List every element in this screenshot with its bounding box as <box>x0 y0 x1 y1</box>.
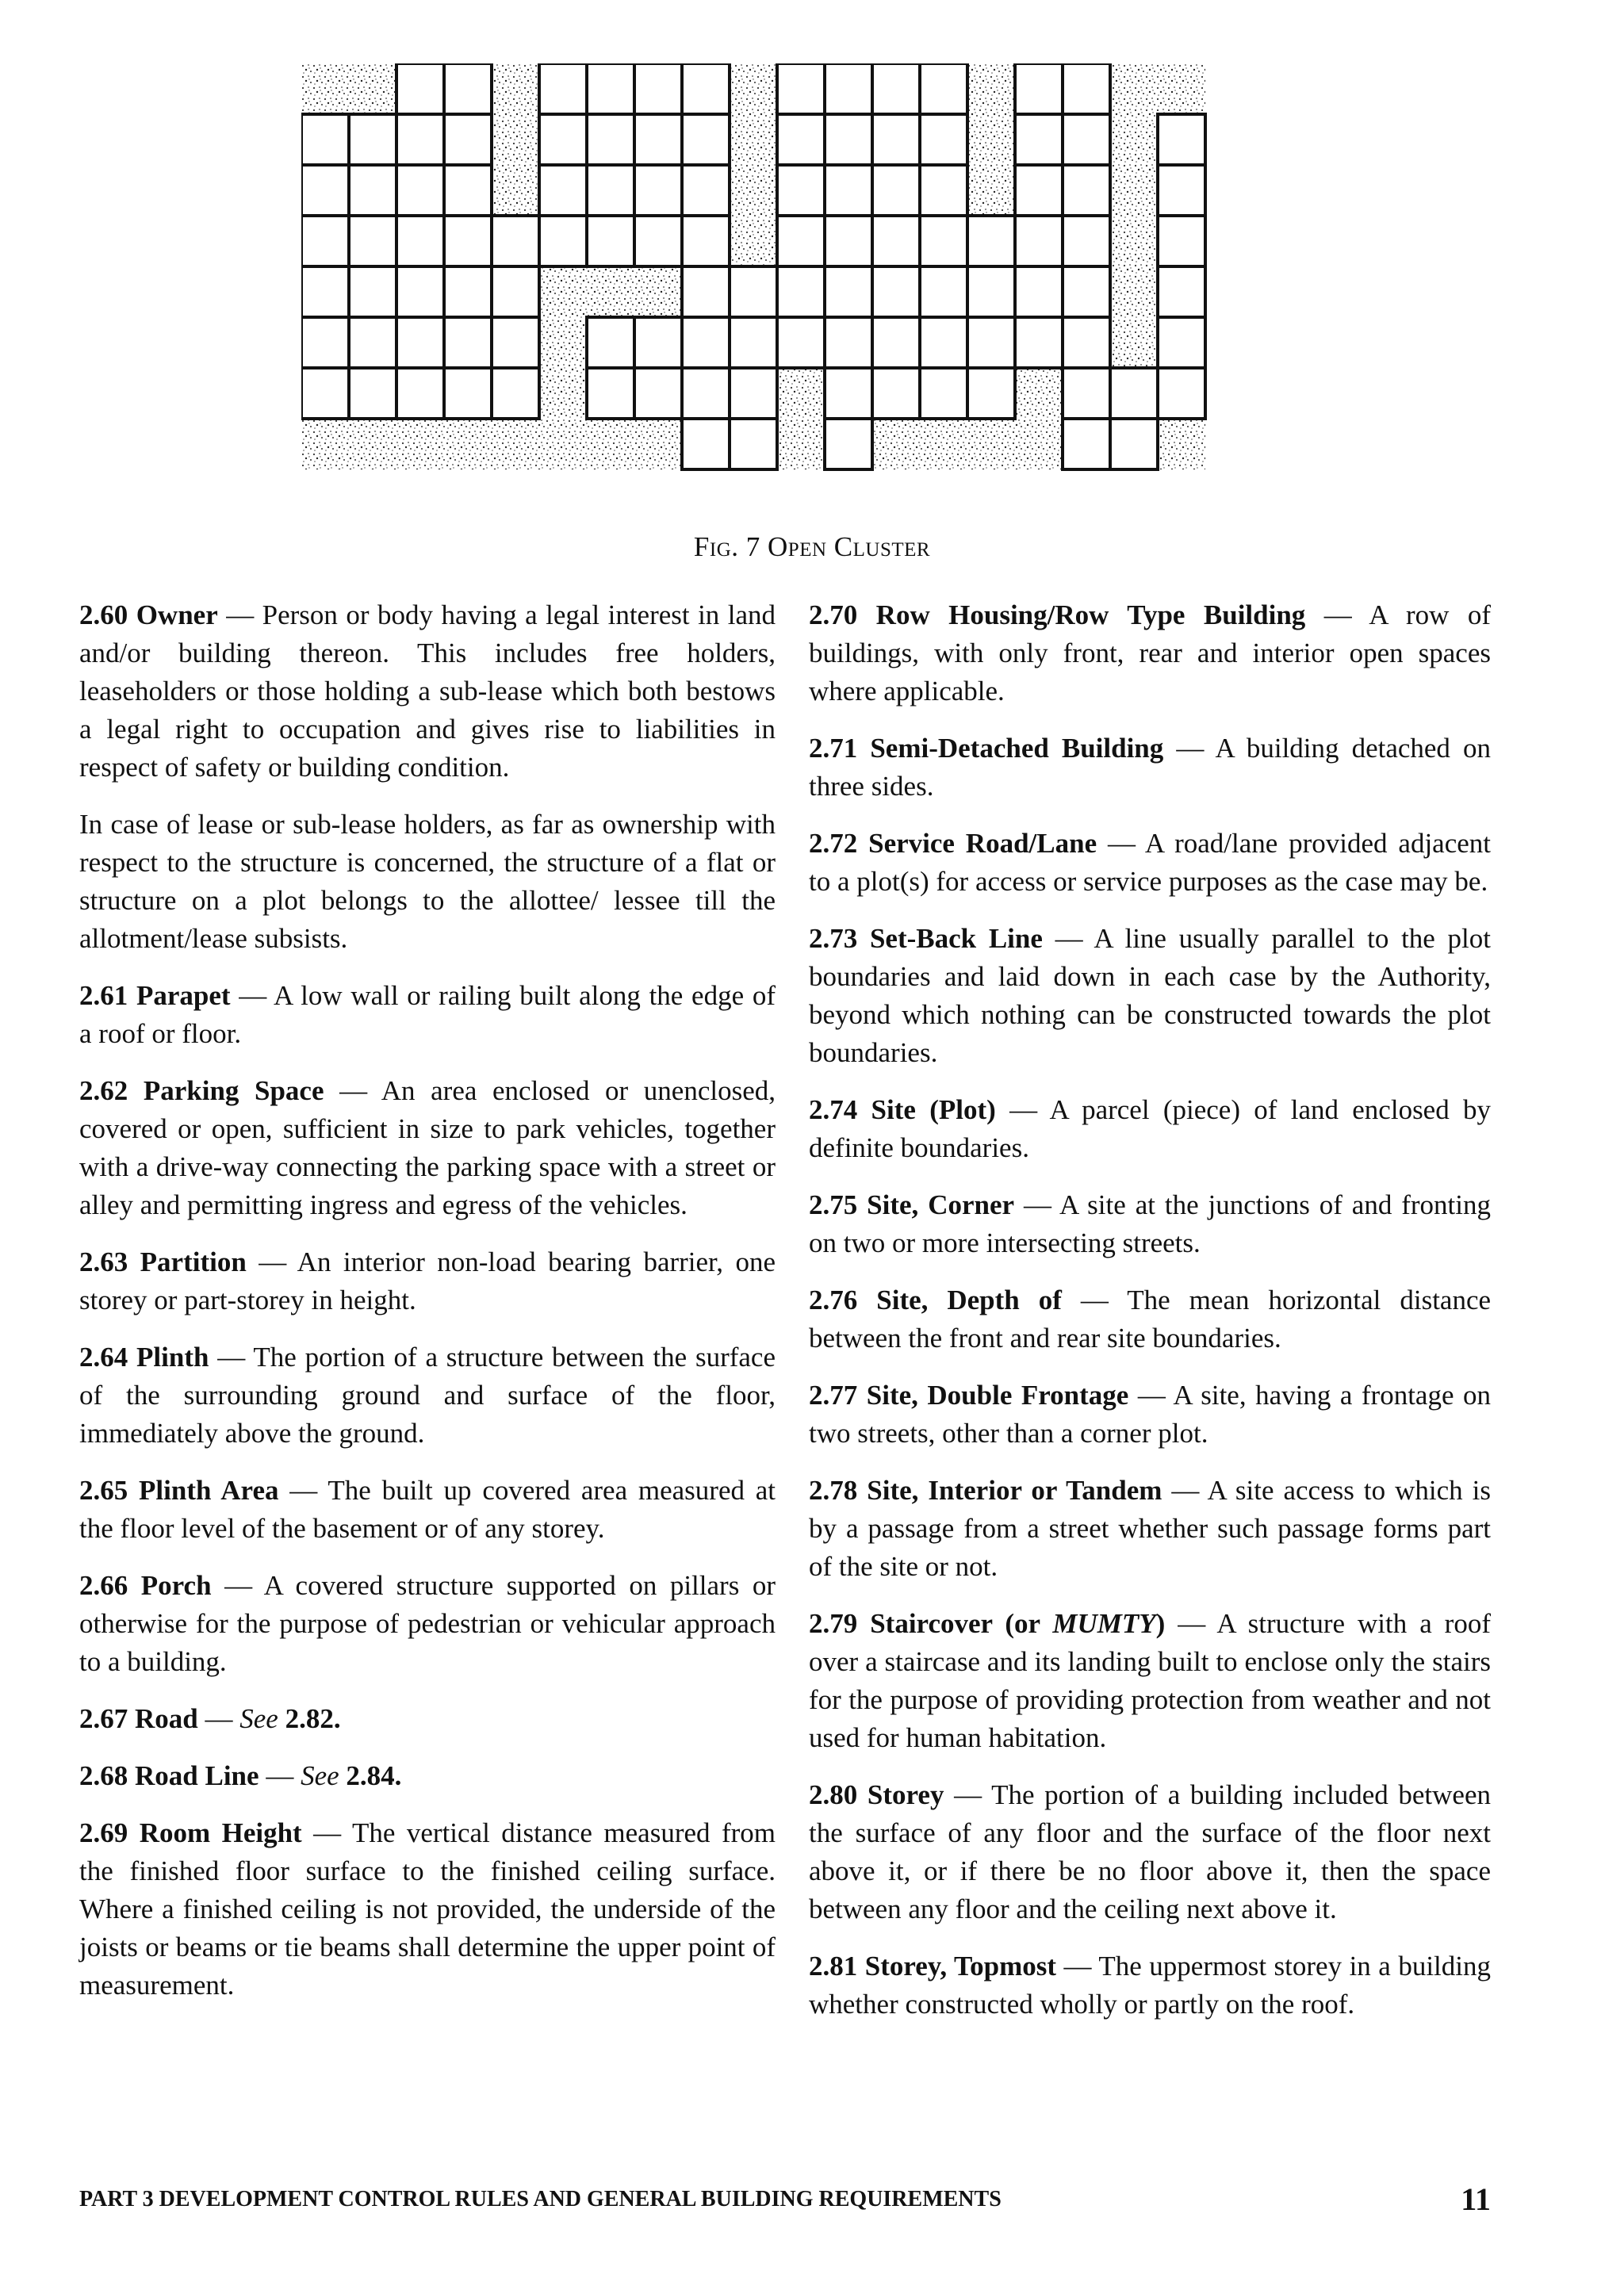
plot-cell <box>920 114 967 165</box>
plot-cell <box>872 266 920 317</box>
plot-cell <box>444 165 492 216</box>
definition-term: 2.70 Row Housing/Row Type Building <box>809 599 1306 630</box>
plot-cell <box>825 216 872 266</box>
plot-cell <box>634 165 682 216</box>
plot-cell <box>396 63 444 114</box>
plot-cell <box>777 266 825 317</box>
plot-cell <box>920 216 967 266</box>
plot-cell <box>587 368 634 419</box>
plot-cell <box>444 63 492 114</box>
plot-cell <box>967 216 1015 266</box>
plot-cell <box>1015 317 1063 368</box>
plot-cell <box>539 216 587 266</box>
plot-cell <box>777 63 825 114</box>
plot-cell <box>444 317 492 368</box>
plot-cell <box>301 165 349 216</box>
definition-term: 2.67 Road <box>79 1703 198 1734</box>
plot-cell <box>1063 419 1110 469</box>
definition-term: 2.74 Site (Plot) <box>809 1094 996 1125</box>
plot-cell <box>349 266 396 317</box>
plot-cell <box>920 63 967 114</box>
plot-cell <box>967 368 1015 419</box>
cluster-diagram <box>301 63 1253 507</box>
definition-entry: 2.68 Road Line — See 2.84. <box>79 1760 402 1791</box>
plot-cell <box>1158 368 1205 419</box>
plot-cell <box>634 63 682 114</box>
plot-cell <box>825 114 872 165</box>
page-number: 11 <box>1461 2181 1491 2217</box>
definition-entry: 2.60 Owner — Person or body having a legal interest in land and/or building thereon. This includes free holders, leaseholders or those holding a sub-lease which both bestows a legal right to occupation and gives rise to liabilities in respect of safety or building condition. <box>79 599 776 783</box>
plot-cell <box>682 266 730 317</box>
plot-cell <box>444 368 492 419</box>
definition-entry: 2.77 Site, Double Frontage — A site, having a frontage on two streets, other than a corner plot. <box>809 1380 1491 1449</box>
plot-cell <box>1063 63 1110 114</box>
plot-cell <box>682 63 730 114</box>
plot-cell <box>920 165 967 216</box>
definition-term: 2.73 Set-Back Line <box>809 923 1043 954</box>
definition-term: 2.69 Room Height <box>79 1817 302 1848</box>
plot-cell <box>444 266 492 317</box>
plot-cell <box>587 63 634 114</box>
plot-cell <box>301 317 349 368</box>
plot-cell <box>1110 419 1158 469</box>
definition-entry: 2.80 Storey — The portion of a building included between the surface of any floor and the surface of the floor next above it, or if there be no floor above it, then the space between any floor and the ceiling next above it. <box>809 1779 1491 1924</box>
plot-cell <box>730 317 777 368</box>
plot-cell <box>587 114 634 165</box>
plot-cell <box>396 216 444 266</box>
definition-entry: 2.81 Storey, Topmost — The uppermost storey in a building whether constructed wholly or partly on the roof. <box>809 1951 1492 2020</box>
plot-cell <box>825 165 872 216</box>
plot-cell <box>1063 165 1110 216</box>
plot-cell <box>1158 114 1205 165</box>
definition-term: 2.65 Plinth Area <box>79 1475 279 1506</box>
plot-cell <box>396 266 444 317</box>
plot-cell <box>967 317 1015 368</box>
plot-cell <box>587 317 634 368</box>
plot-cell <box>492 266 539 317</box>
plot-cell <box>777 165 825 216</box>
plot-cell <box>1158 216 1205 266</box>
plot-cell <box>492 317 539 368</box>
definition-term: 2.62 Parking Space <box>79 1075 324 1106</box>
plot-cell <box>1158 266 1205 317</box>
plot-cell <box>587 216 634 266</box>
plot-cell <box>301 368 349 419</box>
plot-cell <box>825 266 872 317</box>
plot-cell <box>587 165 634 216</box>
plot-cell <box>444 114 492 165</box>
open-cluster-figure <box>301 63 1253 507</box>
definition-entry: In case of lease or sub-lease holders, as far as ownership with respect to the structure is concerned, the structure of a flat or structure on a plot belongs to the allottee/ lessee till the allotment/lease subsists. <box>79 809 776 954</box>
definition-entry: 2.75 Site, Corner — A site at the junctions of and fronting on two or more intersecting streets. <box>809 1189 1492 1258</box>
plot-cell <box>539 114 587 165</box>
plot-cell <box>872 165 920 216</box>
plot-cell <box>349 114 396 165</box>
plot-cell <box>349 317 396 368</box>
definition-entry: 2.64 Plinth — The portion of a structure between the surface of the surrounding ground and surface of the floor, immediately above the ground. <box>79 1342 776 1449</box>
definition-term: 2.78 Site, Interior or Tandem <box>809 1475 1162 1506</box>
plot-cell <box>1015 63 1063 114</box>
definition-entry: 2.71 Semi-Detached Building — A building detached on three sides. <box>809 733 1491 802</box>
plot-cell <box>1015 266 1063 317</box>
plot-cell <box>396 317 444 368</box>
definition-term: 2.66 Porch <box>79 1570 212 1601</box>
definition-entry: 2.66 Porch — A covered structure supported on pillars or otherwise for the purpose of pedestrian or vehicular approach to a building. <box>79 1570 776 1677</box>
plot-cell <box>920 317 967 368</box>
definition-term: 2.63 Partition <box>79 1246 247 1277</box>
plot-cell <box>1015 114 1063 165</box>
definition-entry: 2.70 Row Housing/Row Type Building — A row of buildings, with only front, rear and interior open spaces where applicable. <box>809 599 1491 706</box>
plot-cell <box>872 216 920 266</box>
plot-cell <box>634 317 682 368</box>
definition-entry: 2.72 Service Road/Lane — A road/lane provided adjacent to a plot(s) for access or service purposes as the case may be. <box>809 828 1492 897</box>
footer-title: PART 3 DEVELOPMENT CONTROL RULES AND GENERAL BUILDING REQUIREMENTS <box>79 2187 1002 2211</box>
plot-cell <box>539 165 587 216</box>
plot-cell <box>1063 216 1110 266</box>
plot-cell <box>777 216 825 266</box>
plot-cell <box>825 63 872 114</box>
plot-cell <box>682 216 730 266</box>
plot-cell <box>1015 165 1063 216</box>
definition-term: 2.71 Semi-Detached Building <box>809 733 1164 764</box>
plot-cell <box>1015 216 1063 266</box>
plot-cell <box>682 419 730 469</box>
plot-cell <box>872 317 920 368</box>
plot-cell <box>444 216 492 266</box>
plot-cell <box>396 114 444 165</box>
right-column <box>809 596 1491 2043</box>
plot-cell <box>872 63 920 114</box>
definition-entry: 2.65 Plinth Area — The built up covered area measured at the floor level of the basement or of any storey. <box>79 1475 776 1544</box>
plot-cell <box>396 368 444 419</box>
plot-cell <box>730 368 777 419</box>
definition-term: 2.80 Storey <box>809 1779 944 1810</box>
plot-cell <box>1063 114 1110 165</box>
definition-entry: 2.61 Parapet — A low wall or railing built along the edge of a roof or floor. <box>79 980 776 1049</box>
definition-entry: 2.67 Road — See 2.82. <box>79 1703 341 1734</box>
definition-term: 2.75 Site, Corner <box>809 1189 1015 1220</box>
plot-cell <box>967 266 1015 317</box>
plot-cell <box>634 114 682 165</box>
plot-cell <box>634 216 682 266</box>
figure-caption: Fig. 7 Open Cluster <box>693 531 931 562</box>
definition-entry: 2.69 Room Height — The vertical distance measured from the finished floor surface to the finished ceiling surface. Where a finished ceiling is not provided, the underside of the joists or beams or tie beams shall determine the upper point of measurement. <box>79 1817 776 2001</box>
definition-entry: 2.62 Parking Space — An area enclosed or unenclosed, covered or open, sufficient in size to park vehicles, together with a drive-way connecting the parking space with a street or alley and permitting ingress and egress of the vehicles. <box>79 1075 776 1220</box>
plot-cell <box>301 266 349 317</box>
definition-term: 2.60 Owner <box>79 599 218 630</box>
plot-cell <box>349 165 396 216</box>
plot-cell <box>777 114 825 165</box>
plot-cell <box>1158 317 1205 368</box>
plot-cell <box>301 216 349 266</box>
definition-term: 2.77 Site, Double Frontage <box>809 1380 1129 1411</box>
plot-cell <box>825 368 872 419</box>
page-footer <box>79 2181 1491 2217</box>
definition-entry: 2.74 Site (Plot) — A parcel (piece) of land enclosed by definite boundaries. <box>809 1094 1492 1163</box>
plot-cell <box>777 317 825 368</box>
plot-cell <box>492 216 539 266</box>
plot-cell <box>920 266 967 317</box>
plot-cell <box>1063 266 1110 317</box>
plot-cell <box>349 368 396 419</box>
plot-cell <box>920 368 967 419</box>
definition-entry: 2.76 Site, Depth of — The mean horizontal distance between the front and rear site boundaries. <box>809 1285 1492 1354</box>
definition-term: 2.79 Staircover (or MUMTY) <box>809 1608 1166 1639</box>
plot-cell <box>682 114 730 165</box>
plot-cell <box>396 165 444 216</box>
plot-cell <box>682 165 730 216</box>
definition-entry: 2.63 Partition — An interior non-load bearing barrier, one storey or part-storey in height. <box>79 1246 776 1315</box>
definition-term: 2.76 Site, Depth of <box>809 1285 1062 1315</box>
definition-term: 2.61 Parapet <box>79 980 231 1011</box>
definition-term: 2.81 Storey, Topmost <box>809 1951 1057 1982</box>
left-column <box>79 596 776 2024</box>
plot-cell <box>1063 317 1110 368</box>
definition-entry: 2.78 Site, Interior or Tandem — A site access to which is by a passage from a street whether such passage forms part of the site or not. <box>809 1475 1492 1582</box>
definition-term: 2.64 Plinth <box>79 1342 209 1373</box>
plot-cell <box>1110 368 1158 419</box>
plot-cell <box>825 317 872 368</box>
plot-cell <box>634 368 682 419</box>
plot-cell <box>682 317 730 368</box>
plot-cell <box>1063 368 1110 419</box>
plot-cell <box>301 114 349 165</box>
plot-cell <box>1158 165 1205 216</box>
plot-cell <box>492 368 539 419</box>
plot-cell <box>349 216 396 266</box>
plot-cell <box>825 419 872 469</box>
plot-cell <box>730 266 777 317</box>
plot-cell <box>682 368 730 419</box>
plot-cell <box>872 114 920 165</box>
definition-term: 2.72 Service Road/Lane <box>809 828 1097 859</box>
definition-entry: 2.73 Set-Back Line — A line usually parallel to the plot boundaries and laid down in each case by the Authority, beyond which nothing can be constructed towards the plot boundaries. <box>809 923 1492 1068</box>
plot-cell <box>872 368 920 419</box>
plot-cell <box>730 419 777 469</box>
plot-cell <box>539 63 587 114</box>
definition-term: 2.68 Road Line <box>79 1760 259 1791</box>
definition-entry: 2.79 Staircover (or MUMTY) — A structure with a roof over a staircase and its landing built to enclose only the stairs for the purpose of providing protection from weather and not used for human habitation. <box>809 1608 1491 1753</box>
